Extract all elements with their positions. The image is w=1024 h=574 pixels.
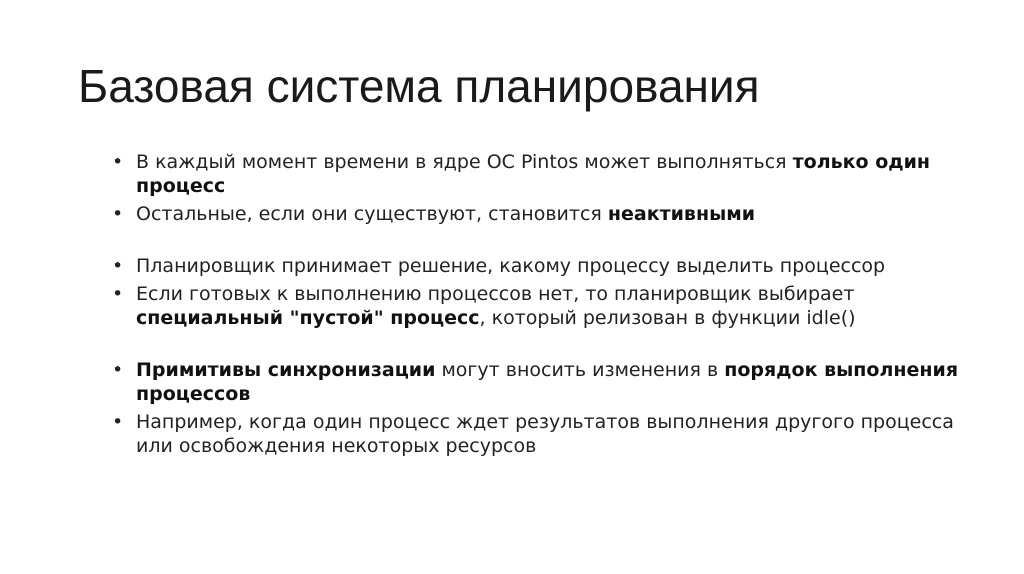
bullet-text-segment: Например, когда один процесс ждет результатов выполнения другого процесса или освобождения некоторых ресурсов	[136, 411, 954, 457]
bullet-text-segment: , который релизован в функции idle()	[479, 307, 856, 329]
bullet-bold-segment: Примитивы синхронизации	[136, 359, 436, 381]
bullet-bold-segment: специальный "пустой" процесс	[136, 307, 480, 329]
bullet-item	[112, 254, 992, 278]
bullet-item	[112, 150, 992, 198]
bullet-text-segment: Планировщик принимает решение, какому процессу выделить процессор	[136, 255, 886, 277]
bullet-item	[112, 282, 992, 330]
bullet-marker: •	[112, 151, 124, 173]
bullet-bold-segment: только один процесс	[136, 151, 931, 197]
bullet-marker: •	[112, 411, 124, 433]
slide-title: Базовая система планирования	[78, 60, 760, 112]
bullet-text-segment: Если готовых к выполнению процессов нет, то планировщик выбирает	[136, 283, 855, 305]
bullet-bold-segment: неактивными	[607, 203, 756, 225]
bullet-item	[112, 358, 992, 406]
bullet-text-segment: В каждый момент времени в ядре ОС Pintos может выполняться	[136, 151, 793, 173]
bullet-item	[112, 410, 992, 458]
bullet-list	[112, 150, 992, 458]
bullet-marker: •	[112, 255, 124, 277]
bullet-text-segment: Остальные, если они существуют, становится	[136, 203, 608, 225]
bullet-text-segment: могут вносить изменения в	[435, 359, 725, 381]
bullet-item	[112, 202, 992, 226]
bullet-bold-segment: порядок выполнения процессов	[136, 359, 959, 405]
bullet-marker: •	[112, 283, 124, 305]
bullet-marker: •	[112, 359, 124, 381]
bullet-marker: •	[112, 203, 124, 225]
